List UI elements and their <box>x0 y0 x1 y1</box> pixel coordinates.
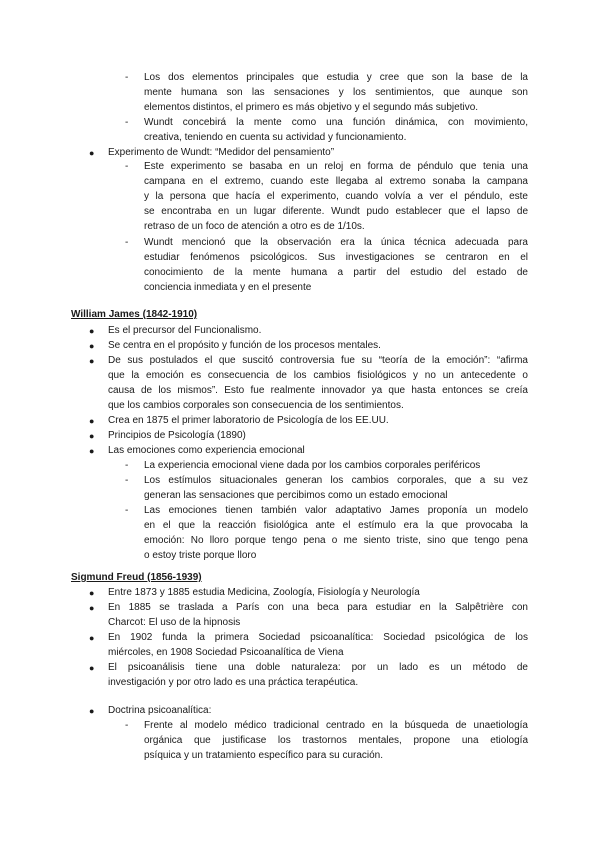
text-line: Los estímulos situacionales generan los cambios corporales, que a su vez <box>144 475 528 486</box>
text-line: orgánica que justificase los trastornos mentales, propone una etiología <box>144 735 528 746</box>
text-line: retraso de un foco de atención a otro es de 1/10s. <box>144 221 365 232</box>
text-line: Wundt concebirá la mente como una función dinámica, con movimiento, <box>144 117 528 128</box>
bullet-marker: ● <box>89 416 95 426</box>
text-line: y la persona que hacía el experimento, cuando volvía a ver el péndulo, este <box>144 191 528 202</box>
bullet-marker: ● <box>89 356 95 366</box>
text-line: campana en el extremo, cuando este llegaba al extremo sonaba la campana <box>144 176 528 187</box>
text-line: En 1885 se traslada a París con una beca para estudiar en la Salpêtrière con <box>108 602 528 613</box>
text-line: Crea en 1875 el primer laboratorio de Psicología de los EE.UU. <box>108 415 389 426</box>
bullet-marker: ● <box>89 341 95 351</box>
text-line: se encontraba en un lugar diferente. Wundt pudo establecer que el lapso de <box>144 206 528 217</box>
section-heading-james: William James (1842-1910) <box>71 309 198 320</box>
text-line: emoción: No lloro porque tengo pena o me siento triste, sino que tengo pena <box>144 535 528 546</box>
bullet-marker: ● <box>89 663 95 673</box>
dash-marker: - <box>125 460 129 471</box>
bullet-marker: ● <box>89 446 95 456</box>
text-line: estudiar fenómenos psicológicos. Sus investigaciones se centraron en el <box>144 252 528 263</box>
text-line: Principios de Psicología (1890) <box>108 430 246 441</box>
text-line: que la emoción es consecuencia de los cambios fisiológicos y no un antecedente o <box>108 370 528 381</box>
bullet-marker: ● <box>89 326 95 336</box>
list-item-title: Experimento de Wundt: “Medidor del pensamiento” <box>108 147 335 158</box>
text-line: Se centra en el propósito y función de los procesos mentales. <box>108 340 381 351</box>
bullet-marker: ● <box>89 148 95 158</box>
text-line: Los dos elementos principales que estudia y cree que son la base de la <box>144 72 528 83</box>
bullet-marker: ● <box>89 431 95 441</box>
text-line: causa de los mismos”. Esto fue realmente innovador ya que hasta entonces se creía <box>108 385 528 396</box>
text-line: Es el precursor del Funcionalismo. <box>108 325 262 336</box>
text-line: En 1902 funda la primera Sociedad psicoanalítica: Sociedad psicológica de los <box>108 632 528 643</box>
text-line: Frente al modelo médico tradicional centrado en la búsqueda de unaetiología <box>144 720 528 731</box>
dash-marker: - <box>125 72 129 83</box>
text-line: Las emociones como experiencia emocional <box>108 445 305 456</box>
dash-marker: - <box>125 161 129 172</box>
bullet-marker: ● <box>89 706 95 716</box>
dash-marker: - <box>125 505 129 516</box>
text-line: psíquica y un tratamiento específico para su curación. <box>144 750 384 761</box>
bullet-marker: ● <box>89 633 95 643</box>
text-line: Entre 1873 y 1885 estudia Medicina, Zoología, Fisiología y Neurología <box>108 587 420 598</box>
dash-marker: - <box>125 475 129 486</box>
text-line: que los cambios corporales son consecuencia de los sentimientos. <box>108 400 404 411</box>
text-line: miércoles, en 1908 Sociedad Psicoanalítica de Viena <box>108 647 344 658</box>
text-line: mente humana son las sensaciones y los sentimientos, que aunque son <box>144 87 528 98</box>
text-line: conciencia inmediata y en el presente <box>144 282 312 293</box>
bullet-marker: ● <box>89 588 95 598</box>
text-line: conocimiento de la mente humana a partir del estudio del estado de <box>144 267 528 278</box>
text-line: investigación y por otro lado es una práctica terapéutica. <box>108 677 359 688</box>
text-line: elementos distintos, el primero es más objetivo y el segundo más subjetivo. <box>144 102 479 113</box>
dash-marker: - <box>125 117 129 128</box>
text-line: La experiencia emocional viene dada por los cambios corporales periféricos <box>144 460 481 471</box>
text-line: Las emociones tienen también valor adaptativo James proponía un modelo <box>144 505 528 516</box>
text-line: El psicoanálisis tiene una doble naturaleza: por un lado es un método de <box>108 662 528 673</box>
dash-marker: - <box>125 720 129 731</box>
text-line: Doctrina psicoanalítica: <box>108 705 212 716</box>
bullet-marker: ● <box>89 603 95 613</box>
text-line: Wundt mencionó que la observación era la única técnica adecuada para <box>144 237 528 248</box>
text-line: en el que la reacción fisiológica ante el estímulo era la que provocaba la <box>144 520 528 531</box>
text-line: creativa, teniendo en cuenta su actividad y funcionamiento. <box>144 132 407 143</box>
text-line: generan las sensaciones que percibimos como un estado emocional <box>144 490 448 501</box>
text-line: De sus postulados el que suscitó controversia fue su “teoría de la emoción”: “afirma <box>108 355 528 366</box>
text-line: Charcot: El uso de la hipnosis <box>108 617 241 628</box>
section-heading-freud: Sigmund Freud (1856-1939) <box>71 572 202 583</box>
dash-marker: - <box>125 237 129 248</box>
text-line: o estoy triste porque lloro <box>144 550 257 561</box>
text-line: Este experimento se basaba en un reloj en forma de péndulo que tenia una <box>144 161 528 172</box>
